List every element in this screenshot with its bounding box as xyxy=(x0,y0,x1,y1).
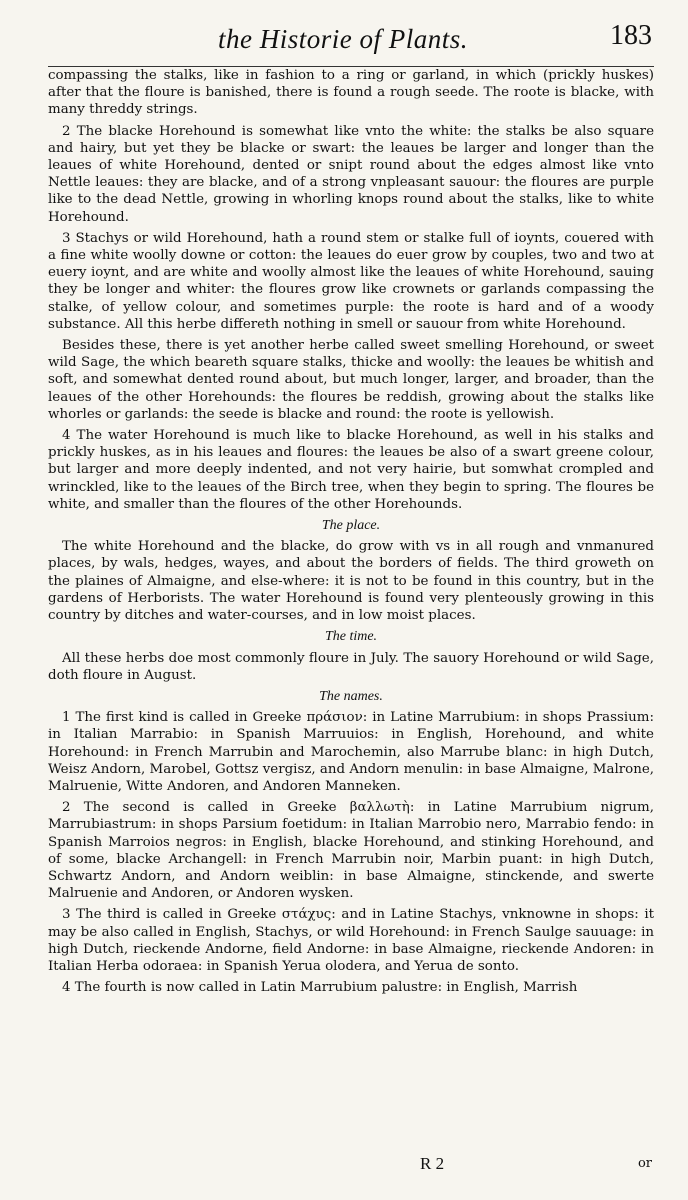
section-heading-time: The time. xyxy=(324,629,378,645)
signature-mark: R 2 xyxy=(420,1154,445,1173)
paragraph-names-third: 3 The third is called in Greeke στάχυς: and in Latine Stachys, vnknowne in shops: it may be also called in English, Stachys, or wild Horehound: in French Saulge sauuage: in high Dutch, rieckende Andorne, field Andorne: in base Almaigne, rieckende Andoren: in Italian Herba odoraea: in Spanish Yerua olodera, and Yerua de sonto. xyxy=(48,907,654,974)
paragraph-time: All these herbs doe most commonly floure in July. The sauory Horehound or wild Sage, doth floure in August. xyxy=(48,650,654,683)
page-number: 183 xyxy=(610,20,652,51)
paragraph-continuation: compassing the stalks, like in fashion to a ring or garland, in which (prickly huskes) after that the floure is banished, there is found a rough seede. The roote is blacke, with many threddy strings. xyxy=(48,68,654,118)
section-heading-names: The names. xyxy=(319,688,383,704)
paragraph-names-second: 2 The second is called in Greeke βαλλωτὴ: in Latine Marrubium nigrum, Marrubiastrum: in shops Parsium foetidum: in Italian Marrobio nero, Marrabio fendo: in Spanish Marroios negros: in English, blacke Horehound, and stinking Horehound, and of some, blacke Archangell: in French Marrubin noir, Marbin puant: in high Dutch, Schwartz Andorn, and Andorn weiblin: in base Almaigne, stinckende, and swerte Malruenie and Andoren, or Andoren wysken. xyxy=(48,800,654,902)
page-footer xyxy=(48,1154,654,1178)
page-header xyxy=(48,20,654,67)
paragraph-black-horehound: 2 The blacke Horehound is somewhat like vnto the white: the stalks be also square and hairy, but yet they be blacke or swart: the leaues be larger and longer than the leaues of white Horehound, dented or snipt round about the edges almost like vnto Nettle leaues: they are blacke, and of a strong vnpleasant sauour: the floures are purple like to the dead Nettle, growing in whorling knops round about the stalks, like to white Horehound. xyxy=(48,123,654,225)
paragraph-place: The white Horehound and the blacke, do grow with vs in all rough and vnmanured places, by wals, hedges, wayes, and about the borders of fields. The third groweth on the plaines of Almaigne, and else-where: it is not to be found in this country, but in the gardens of Herborists. The water Horehound is found very plenteously growing in this country by ditches and water-courses, and in low moist places. xyxy=(48,539,654,624)
body-text xyxy=(48,67,654,996)
section-heading-place: The place. xyxy=(321,518,381,534)
paragraph-stachys: 3 Stachys or wild Horehound, hath a round stem or stalke full of ioynts, couered with a fine white woolly downe or cotton: the leaues do euer grow by couples, two and two at euery ioynt, and are white and woolly almost like the leaues of white Horehound, sauing they be longer and whiter: the floures grow like crownets or garlands compassing the stalke, of yellow colour, and sometimes purple: the roote is hard and of a woody substance. All this herbe differeth nothing in smell or sauour from white Horehound. xyxy=(48,230,654,332)
paragraph-sweet-horehound: Besides these, there is yet another herbe called sweet smelling Horehound, or sweet wild Sage, the which beareth square stalks, thicke and woolly: the leaues be whitish and soft, and somewhat dented round about, but much longer, larger, and broader, than the leaues of the other Horehounds: the floures be reddish, growing about the stalks like whorles or garlands: the seede is blacke and round: the roote is yellowish. xyxy=(48,338,654,422)
paragraph-names-fourth: 4 The fourth is now called in Latin Marrubium palustre: in English, Marrish xyxy=(62,980,578,996)
catchword: or xyxy=(637,1156,652,1171)
paragraph-water-horehound: 4 The water Horehound is much like to blacke Horehound, as well in his stalks and prickly huskes, as in his leaues and floures: the leaues be also of a swart greene colour, but larger and more deeply indented, and not very hairie, but somwhat crompled and wrinckled, like to the leaues of the Birch tree, when they begin to spring. The floures be white, and smaller than the floures of the other Horehounds. xyxy=(48,428,654,512)
paragraph-names-first: 1 The first kind is called in Greeke πράσιον: in Latine Marrubium: in shops Prassium: in Italian Marrabio: in Spanish Marruuios: in English, Horehound, and white Horehound: in French Marrubin and Marochemin, also Marrube blanc: in high Dutch, Weisz Andorn, Marobel, Gottsz vergisz, and Andorn menulin: in base Almaigne, Malrone, Malruenie, Witte Andoren, and Andoren Manneken. xyxy=(48,710,654,794)
running-title: the Historie of Plants. xyxy=(218,24,468,54)
